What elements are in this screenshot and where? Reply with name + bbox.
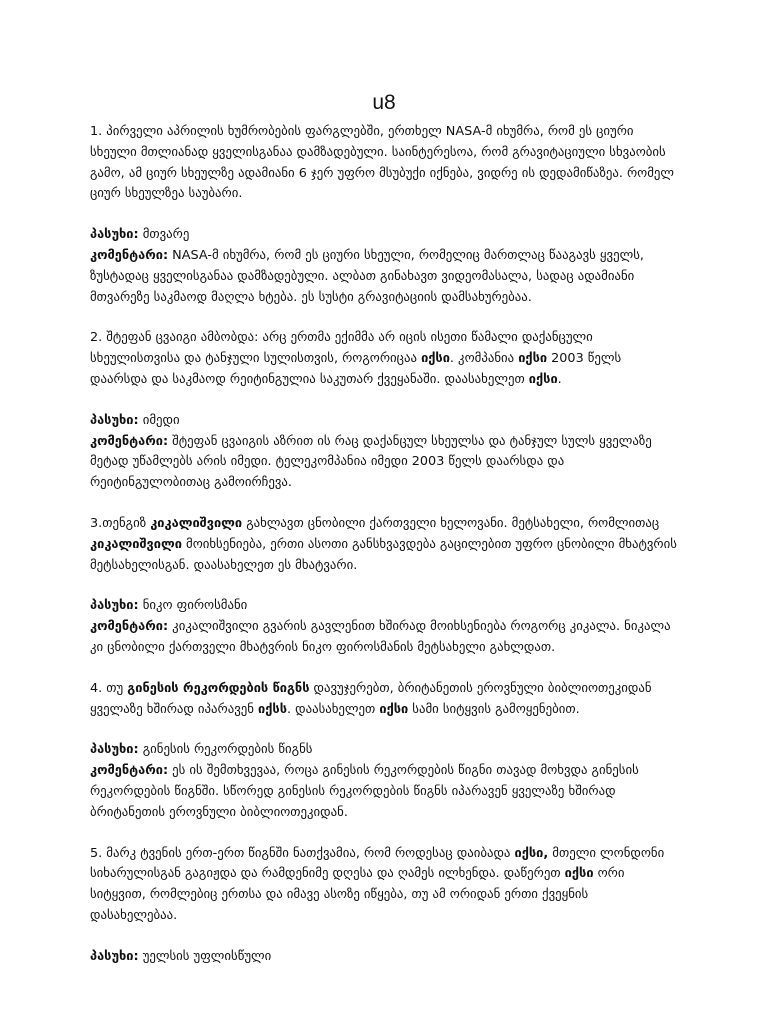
question-keyword: იქსი [564,866,594,882]
question-1: 1. პირველი აპრილის ხუმრობების ფარგლებში, ერთხელ NASA-მ იხუმრა, რომ ეს ციური სხეული მთლიანად ყველისგანაა დამზადებული. საინტერესოა, რომ გრავიტაციული სხვაობის გამო, ამ ციურ სხეულზე ადამიანი 6 ჯერ უფრო მსუბუქი იქნება, ვიდრე ის დედამიწაზეა. რომელ ციურ სხეულზეა საუბარი. [90,124,675,202]
answer-block-3 [90,596,678,658]
answer-text: უელსის უფლისწული [138,948,272,964]
comment-line-1 [90,246,678,308]
question-3 [90,514,678,576]
comment-text: ეს ის შემთხვევაა, როცა გინესის რეკორდების წიგნი თავად მოხვდა გინესის რეკორდების წიგნში. სწორედ გინესის რეკორდების წიგნს იპარავენ ყველაზე ხშირად ბრიტანეთის ეროვნული ბიბლიოთეკიდან. [90,763,639,820]
question-keyword: იქსი [421,351,450,367]
answer-text: ნიკო ფიროსმანი [138,598,248,614]
question-text: დავუჯერებთ, ბრიტანეთის ეროვნული ბიბლიოთეკიდან ყველაზე ხშირად იპარავენ [90,680,652,717]
answer-text: იმედი [138,412,180,428]
question-keyword: იქსი, [514,845,549,861]
answer-block-2 [90,411,678,494]
question-keyword: იქსი [518,351,548,367]
question-text: მოიხსენიება, ერთი ასოთი განსხვავდება გაცილებით უფრო ცნობილი მხატვრის მეტსახელისგან. დაასახელეთ ეს მხატვარი. [90,536,677,573]
question-text: . [557,371,562,387]
question-2 [90,328,678,390]
question-text: 2003 წელს დაარსდა და საკმაოდ რეიტინგულია საკუთარ ქვეყანაში. დაასახელეთ [90,351,622,387]
comment-line-3 [90,617,678,659]
comment-text: შტეფან ცვაიგის აზრით ის რაც დაქანცულ სხეულსა და ტანჯულ სულს ყველაზე მეტად უწამლებს არის იმედი. ტელეკომპანია იმედი 2003 წელს დაარსდა და რეიტინგულობითაც გამოირჩევა. [90,433,652,491]
comment-text: კიკალიშვილი გვარის გავლენით ხშირად მოიხსენიება როგორც კიკალა. ნიკალა კი ცნობილი ქართველი მხატვრის ნიკო ფიროსმანის მეტსახელი გახლდათ. [90,619,671,655]
question-keyword: იქსს [258,701,287,717]
question-text: 3.თენგიზ [90,515,151,531]
answer-line-5 [90,947,678,968]
comment-label: კომენტარი: [90,247,169,263]
document-title: u8 [372,91,396,114]
question-text: მთელი ლონდონი სიხარულისგან გაგიჟდა და რამდენიმე დღესა და ღამეს ილხენდა. დაწერეთ [90,845,665,882]
answer-line-3 [90,596,678,617]
comment-label: კომენტარი: [90,433,169,449]
question-keyword: გინესის რეკორდების წიგნს [127,680,310,696]
question-keyword: იქსი [528,371,558,387]
comment-line-4 [90,761,678,823]
answer-text: მთვარე [138,227,190,243]
question-text: 5. მარკ ტვენის ერთ-ერთ წიგნში ნათქვამია, რომ როდესაც დაიბადა [90,845,515,861]
answer-label: პასუხი: [90,412,139,428]
question-keyword: კიკალიშვილი [90,536,182,552]
answer-line-1 [90,225,678,246]
answer-label: პასუხი: [90,742,139,758]
question-text: სამი სიტყვის გამოყენებით. [408,701,580,717]
answer-label: პასუხი: [90,948,139,964]
answer-text: გინესის რეკორდების წიგნს [138,742,313,758]
answer-label: პასუხი: [90,598,139,614]
question-text: გახლავთ ცნობილი ქართველი ხელოვანი. მეტსახელი, რომლითაც [242,515,660,531]
question-text: 4. თუ [90,680,128,696]
question-4 [90,679,678,721]
answer-label: პასუხი: [90,227,139,243]
question-text: ორი სიტყვით, რომლებიც ერთსა და იმავე ასოზე იწყება, თუ ამ ორიდან ერთი ქვეყნის დასახელებაა. [90,866,625,923]
comment-text: NASA-მ იხუმრა, რომ ეს ციური სხეული, რომელიც მართლაც წააგავს ყველს, ზუსტადაც ყველისგანაა დამზადებული. ალბათ გინახავთ ვიდეომასალა, სადაც ადამიანი მთვარეზე საკმაოდ მაღლა ხტება. ეს სუსტი გრავიტაციის დამსახურებაა. [90,247,644,305]
question-keyword: იქსი [379,701,409,717]
question-text: . დაასახელეთ [286,701,380,717]
question-keyword: კიკალიშვილი [150,515,243,531]
question-text: . კომპანია [449,351,519,367]
answer-line-2 [90,411,678,432]
answer-line-4 [90,740,678,761]
answer-block-1 [90,225,678,308]
answer-block-5 [90,947,678,968]
question-5 [90,844,678,927]
question-text: 2. შტეფან ცვაიგი ამბობდა: არც ერთმა ექიმმა არ იცის ისეთი წამალი დაქანცული სხეულისთვისა და ტანჯული სულისთვის, როგორიცაა [90,330,593,367]
comment-line-2 [90,432,678,494]
comment-label: კომენტარი: [90,619,169,635]
comment-label: კომენტარი: [90,763,169,779]
answer-block-4 [90,740,678,823]
